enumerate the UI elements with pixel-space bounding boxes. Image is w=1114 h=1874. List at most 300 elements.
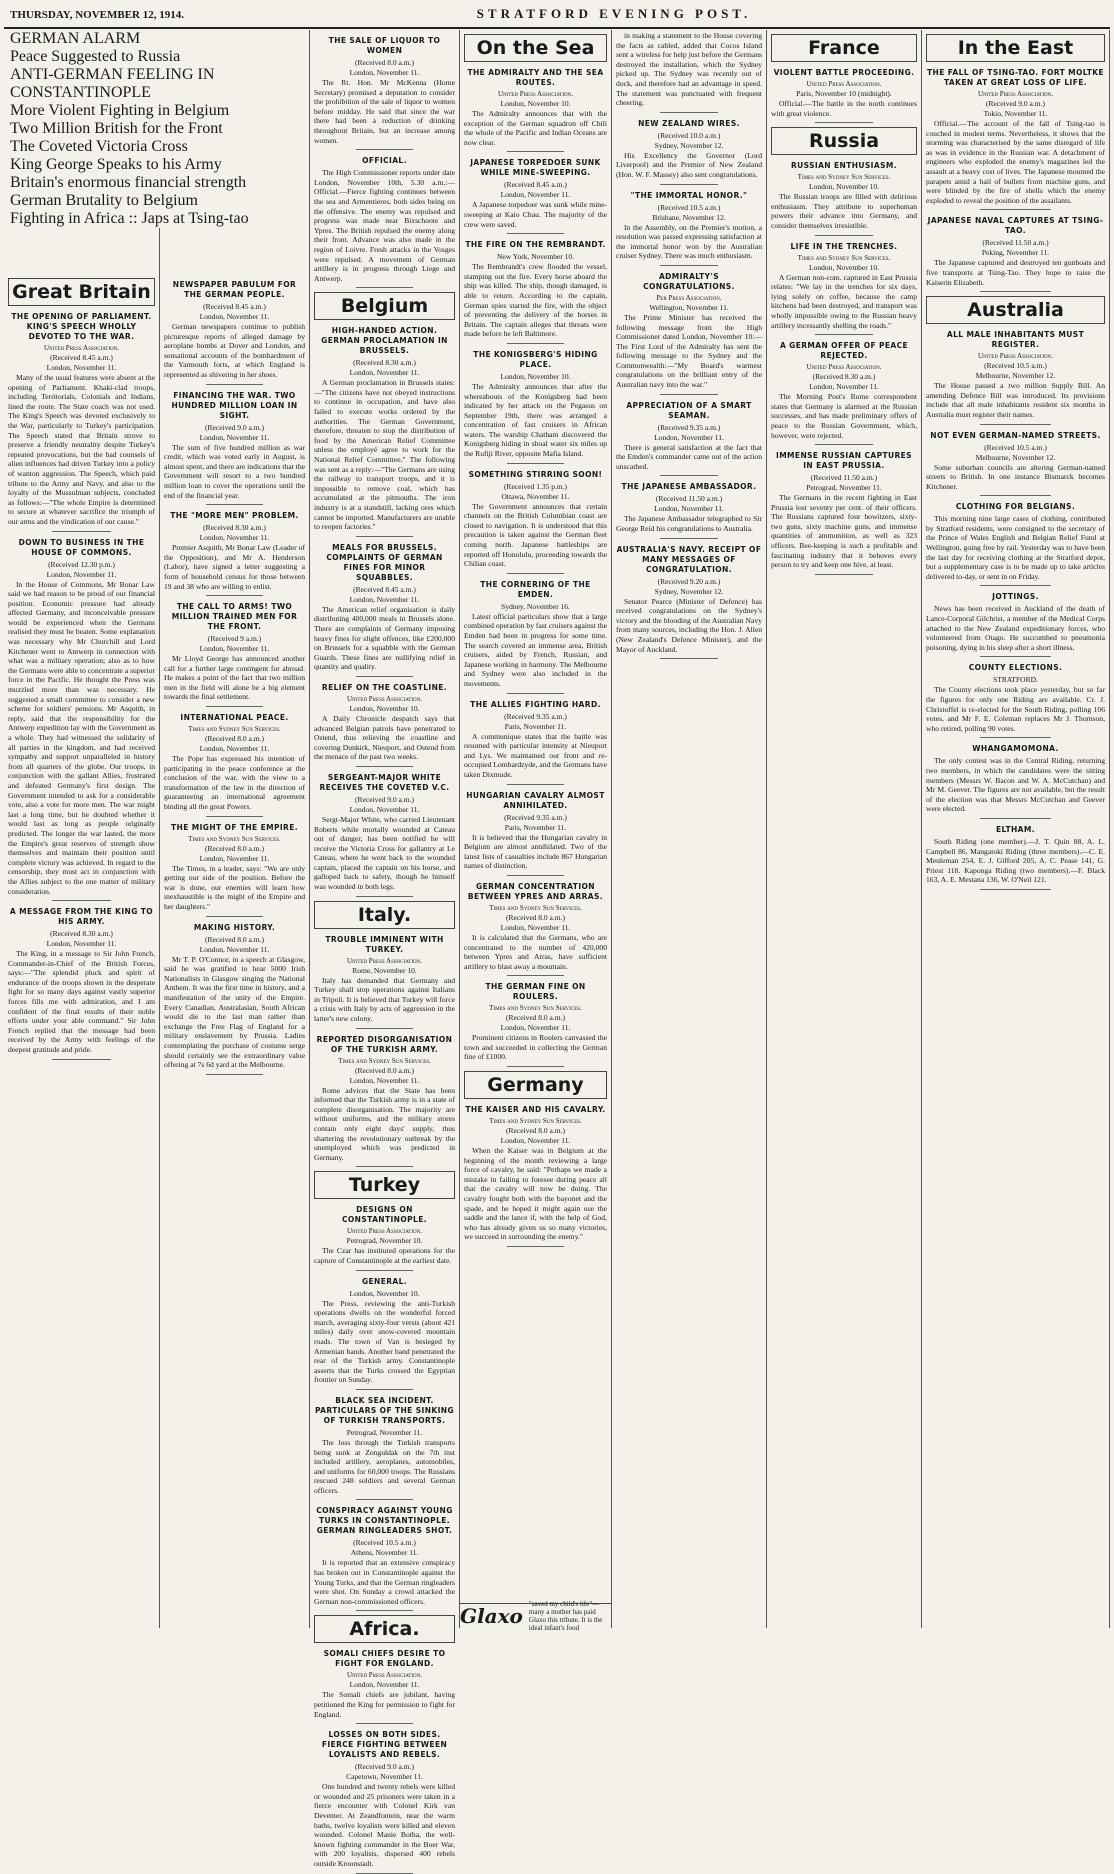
lead-headlines — [4, 30, 310, 228]
story-source: United Press Association. — [806, 80, 882, 88]
story-headline: GERMAN CONCENTRATION BETWEEN YPRES AND ARRAS. — [467, 881, 604, 901]
story-received: (Received 8.0 a.m.) — [205, 843, 264, 853]
story-text: The Germans in the recent fighting in East Prussia lost seventy per cent. of their officers. The Russians captured four howitzers, sixty-two guns, sixty machine guns, and immense quantities of ammunition, as well as 323 officers. Bee-keeping is such a profitable and fascinating industry that it behoves every person to try and keep one hive, at least. — [771, 493, 917, 570]
story-received: (Received 9.0 a.m.) — [355, 794, 414, 804]
story-received: (Received 8.30 a.m.) — [50, 929, 113, 939]
story-dateline: London, November 11. — [199, 644, 270, 654]
story-headline: FINANCING THE WAR. TWO HUNDRED MILLION LOAN IN SIGHT. — [171, 390, 298, 420]
story-text: In the House of Commons, Mr Bonar Law said we had reason to be proud of our financial position. Economic pressure had already affected Germany, and inconceivable pressure would be experienced when the Germans realised they must be beaten. Some explanation was necessary why Mr Churchill and Lord Kitchener went to Antwerp in connection with what was a military operation; also as to how the Germans were able to concentrate a superior force in the Pacific. He thought the Press was muzzled more than was necessary. He suggested a small committee to consider a new scheme for soldiers' pensions. Mr Asquith, in reply, said that the responsibility for the Antwerp expedition lay with the Government as a whole. They had witnessed the solidarity of all parties in the kingdom, and had received sympathy and support unparalleled in history from all quarters of the globe. Our troops, in conjunction with the gallant Allies, frustrated and defeated Germany's first design. The Government intended to ask for a considerable vote, also a vote for more men. The war might last a long time, but he doubted whether it would last as long as people originally predicted. The longer the war lasted, the more the Empire's great reserves of strength show themselves and maintain their position until complete victory was achieved. In regard to the censorship, they must act in conjunction with the Allies subject to the one matter of military consideration. — [8, 579, 155, 896]
story-headline: A MESSAGE FROM THE KING TO HIS ARMY. — [9, 907, 154, 927]
story-dateline: London, November 11. — [199, 312, 270, 321]
story-headline: NEWSPAPER PABULUM FOR THE GERMAN PEOPLE. — [172, 280, 297, 299]
story-headline: VIOLENT BATTLE PROCEEDING. — [773, 68, 915, 77]
story-headline: AUSTRALIA'S NAVY. RECEIPT OF MANY MESSAGES OF CONGRATULATION. — [616, 544, 762, 574]
story-source: United Press Association. — [347, 1671, 422, 1680]
story-source: Times and Sydney Sun Services. — [489, 903, 582, 912]
story-rule — [507, 233, 564, 234]
story-headline: THE KONIGSBERG'S HIDING PLACE. — [473, 349, 598, 369]
story-headline: TROUBLE IMMINENT WITH TURKEY. — [325, 934, 444, 954]
story-headline: INTERNATIONAL PEACE. — [180, 713, 289, 723]
story-text: The King, in a message to Sir John French, Commander-in-Chief of the British Forces, says:—"The splendid pluck and spirit of endurance of the troops shown in the desperate fight for so many days against vastly superior forces fills me with admiration, and I am confident of the final results of their noble efforts under your able command." Sir John French replied that the message had been received by the Army with feelings of the deepest gratitude and pride. — [8, 949, 155, 1055]
story-rule — [206, 384, 262, 385]
story-dateline: Paris, November 11. — [504, 721, 567, 731]
story-rule — [507, 1066, 564, 1067]
story-received: (Received 8.0 a.m.) — [205, 934, 264, 944]
story-headline: ELTHAM. — [996, 824, 1035, 834]
story-rule — [660, 475, 718, 476]
story-rule — [980, 291, 1052, 292]
story-dateline: London, November 11. — [349, 804, 420, 814]
story-dateline: Tokio, November 11. — [983, 109, 1048, 118]
story-dateline: Paris, November 10 (midnight). — [796, 89, 892, 98]
story-text: The High Commissioner reports under date London, November 10th, 5.30 a.m.:— Official.—Fierce fighting continues between the sea and Armentieres, both sides being on the offensive. The enemy was repulsed and progress was made near Bixschoote and Ypres. The British repulsed the enemy along their front. Advance was also made in the region of Loivre. Fresh attacks in the Vosges were repulsed. A movement of German artillery is in progress through Liege and Antwerp. — [314, 168, 455, 283]
story-dateline: London, November 11. — [199, 853, 270, 863]
story-text: It is calculated that the Germans, who are concentrated to the number of 420,000 between Ypres and Arras, have sufficient artillery to blast away a mountain. — [464, 932, 607, 971]
story-dateline: Sydney, November 12. — [654, 586, 724, 596]
story-rule — [356, 1873, 412, 1874]
story-received: (Received 8.30 a.m.) — [203, 523, 266, 533]
story-text: Mr T. P. O'Connor, in a speech at Glasgow, said he was gratified to hear 5000 Irish Nationalists in Glasgow singing the National Anthem. It was the first time in history, and a manifestation of the unity of the Empire. Every Canadian, Australasian, South African would die to the last man rather than exchange the Free Flag of England for a military enslavement by Prussia. Ladies contemplating the purchase of costume serge should certainly see the extraordinary value offering at 7s 6d yard at the Melbourne. — [164, 954, 305, 1070]
story-rule — [356, 1499, 412, 1500]
story-rule — [980, 495, 1052, 496]
story-headline: RUSSIAN ENTHUSIASM. — [790, 161, 897, 171]
story-dateline: London, November 10. — [809, 182, 879, 192]
story-headline: WHANGAMOMONA. — [972, 744, 1059, 754]
story-text: In the Assembly, on the Premier's motion, a resolution was passed expressing satisfaction at the immortal honor won by the Australian cruiser Sydney. There was much enthusiasm. — [616, 222, 762, 261]
story-source: United Press Association. — [347, 694, 422, 703]
story-text: The only contest was in the Central Riding, returning two members, in which the candidates were the sitting members (Messrs W. Bacon and W. A. McCutchan) and Mr M. Geever. The figures are not available, but the result of the election was that Messrs McCutchan and Geever were elected. — [926, 756, 1105, 814]
story-headline: HUNGARIAN CAVALRY ALMOST ANNIHILATED. — [466, 790, 605, 810]
story-rule — [980, 818, 1052, 819]
story-text: Latest official particulars show that a large combined operation by fast cruisers against the Emden had been in progress for some time. The search covered an immense area, British cruisers, aided by French, Russian, and Japanese working in harmony. The Melbourne and Sydney were also included in the movements. — [464, 611, 607, 688]
story-text: Official.—The account of the fall of Tsing-tao is couched in modest terms. Nevertheless, it shows that the storming was characterised by the same disregard of life as was in evidence in the Russian war. A detachment of engineers who exploded the enemy's magazines led the assault at a heavy cost of lives. The Japanese mounted the parapets amid a hail of bullets from machine guns, and were blinded by the fire of shells which the enemy exploded to reveal the position of the assailants. — [926, 119, 1105, 205]
story-source: United Press Association. — [347, 956, 422, 965]
story-headline: JAPANESE TORPEDOER SUNK WHILE MINE-SWEEPING. — [470, 158, 601, 178]
story-received: (Received 9.35 a.m.) — [657, 422, 721, 432]
story-dateline: London, November 10. — [349, 703, 420, 713]
story-rule — [356, 1270, 412, 1271]
story-text: Official.—The battle in the north continues with great violence. — [771, 99, 917, 118]
story-headline: THE FIRE ON THE REMBRANDT. — [465, 240, 606, 250]
story-received: (Received 11.50 a.m.) — [982, 238, 1049, 248]
story-headline: THE ADMIRALTY AND THE SEA ROUTES. — [467, 68, 604, 87]
section-heading: Germany — [464, 1071, 607, 1099]
section-heading: Australia — [926, 296, 1105, 324]
story-received: (Received 9.0 a.m.) — [986, 99, 1045, 108]
story-dateline: London, November 10. — [809, 262, 879, 272]
story-dateline: Rome, November 10. — [352, 965, 417, 975]
story-headline: HIGH-HANDED ACTION. GERMAN PROCLAMATION IN BRUSSELS. — [321, 326, 448, 356]
story-headline: JAPANESE NAVAL CAPTURES AT TSING-TAO. — [927, 216, 1104, 236]
story-rule — [356, 1610, 412, 1611]
story-received: (Received 8.0 a.m.) — [355, 1065, 414, 1075]
story-headline: ALL MALE INHABITANTS MUST REGISTER. — [946, 330, 1085, 350]
story-headline: THE CALL TO ARMS! TWO MILLION TRAINED MEN FOR THE FRONT. — [171, 602, 298, 632]
story-text: The Somali chiefs are jubilant, having petitioned the King for permission to fight for England. — [314, 1690, 455, 1719]
story-dateline: Brisbane, November 12. — [652, 212, 726, 222]
story-rule — [980, 656, 1052, 657]
story-rule — [507, 975, 564, 976]
story-source: United Press Association. — [44, 344, 119, 352]
story-headline: MAKING HISTORY. — [193, 922, 276, 932]
story-text: The Japanese captured and destroyed ten gunboats and five transports at Tsing-Tao. They hope to raise the Kaiserin Elizabeth. — [926, 258, 1105, 287]
story-rule — [356, 536, 412, 537]
column-2 — [160, 30, 310, 1628]
story-headline: LIFE IN THE TRENCHES. — [790, 241, 898, 251]
story-text: The Japanese Ambassador telegraphed to Sir George Reid his congratulations to Australia. — [616, 514, 762, 534]
story-headline: APPRECIATION OF A SMART SEAMAN. — [626, 400, 752, 420]
story-rule — [52, 1059, 111, 1060]
story-source: Times and Sydney Sun Services. — [489, 1117, 582, 1126]
story-received: (Received 11.50 a.m.) — [655, 494, 723, 504]
story-text: The Press, reviewing the anti-Turkish operations dwells on the wonderful forced march, averaging sixty-four versts (about 421 miles) daily over snow-covered mountain roads. The town of Van is besieged by Armenian bands. Another band penetrated the rear of the Turkish army. Constantinople asserts that the Turks crossed the Egyptian frontier on Sunday. — [314, 1298, 455, 1385]
column-3 — [310, 30, 460, 1868]
story-rule — [507, 573, 564, 574]
story-rule — [660, 265, 718, 266]
story-headline: THE CORNERING OF THE EMDEN. — [480, 579, 591, 599]
story-text: The House passed a two million Supply Bill. An amending Defence Bill was introduced. Its provisions include that all male inhabitants resident six months in Australia must register their names. — [926, 381, 1105, 419]
story-headline: MEALS FOR BRUSSELS. COMPLAINTS OF GERMAN FINES FOR MINOR SQUABBLES. — [326, 542, 443, 582]
section-heading: Turkey — [314, 1171, 455, 1199]
columns — [4, 30, 1110, 1868]
story-headline: THE JAPANESE AMBASSADOR. — [621, 482, 757, 492]
story-headline: CLOTHING FOR BELGIANS. — [955, 502, 1076, 512]
story-headline: NEW ZEALAND WIRES. — [638, 118, 740, 128]
story-text: When the Kaiser was in Belgium at the beginning of the month reviewing a large force of cavalry, he said: "Perhaps we made a mistake in failing to foresee during peace all that the cavalry will now be doing. The cavalry fought both with the bayonet and the spade, and he hoped it might again use the saddle and the lance if, with the help of God, who has already given us so many victories, we succeed in surrounding the enemy." — [464, 1146, 607, 1242]
story-dateline: Petrograd, November 10. — [346, 1236, 423, 1246]
story-rule — [206, 1074, 262, 1075]
story-received: (Received 10.5 a.m.) — [657, 202, 721, 212]
story-text: Italy has demanded that Germany and Turkey shall stop operations against Italians in Tripoli. It is believed that Turkey will force a crisis with Italy by acts of aggression in the latter's new colony. — [314, 975, 455, 1024]
story-rule — [206, 706, 262, 707]
story-received: (Received 9.35 a.m.) — [504, 812, 567, 822]
story-received: (Received 8.45 a.m.) — [353, 584, 416, 594]
story-dateline: London, November 11. — [349, 1680, 420, 1690]
issue-date: THURSDAY, NOVEMBER 12, 1914. — [10, 9, 184, 21]
story-rule — [815, 444, 873, 445]
story-text: There is general satisfaction at the fact that the Emden's commander came out of the action unscathed. — [616, 442, 762, 471]
story-rule — [507, 693, 564, 694]
story-source: United Press Association. — [978, 90, 1053, 98]
story-rule — [660, 538, 718, 539]
story-headline: COUNTY ELECTIONS. — [968, 663, 1063, 673]
story-text: The American relief organisation is daily distributing 400,000 meals in Brussels alone. There are complaints of Germany imposing heavy fines for slight offences, like £200,000 on Brussels for a squabble with the German Guards. These fines are nullifying relief in quantity and quality. — [314, 604, 455, 672]
story-rule — [507, 1246, 564, 1247]
story-received: (Received 8.0 a.m.) — [506, 912, 565, 922]
story-text: Mr Lloyd George has announced another call for a further large contingent for abroad. He makes a point of the fact that two million men in the field will alone be a big element towards the final settlement. — [164, 654, 305, 702]
story-headline: THE ALLIES FIGHTING HARD. — [470, 699, 601, 709]
story-headline: JOTTINGS. — [992, 592, 1039, 602]
story-received: (Received 8.0 a.m.) — [506, 1013, 565, 1023]
story-dateline: London, November 11. — [199, 432, 270, 442]
story-received: (Received 8.45 a.m.) — [504, 180, 567, 190]
story-rule — [815, 334, 873, 335]
story-text: The Admiralty announces that with the exception of the German squadron off Chili the whole of the Pacific and Indian Oceans are now clear. — [464, 109, 607, 147]
story-headline: GENERAL. — [361, 1276, 408, 1286]
section-heading: France — [771, 34, 917, 62]
story-rule — [356, 1166, 412, 1167]
story-text: A Japanese torpedoer was sunk while mine-sweeping at Kaio Chau. The majority of the crew were saved. — [464, 200, 607, 229]
story-rule — [815, 235, 873, 236]
story-text: News has been received in Auckland of the death of Lance-Corporal Gilchrist, a member of the Medical Corps attached to the New Zealand expeditionary forces, who volunteered from Otago. He succumbed to pneumonia poisoning, dying in his sleep after a short illness. — [926, 604, 1105, 652]
headline-brutality: German Brutality to Belgium — [10, 192, 198, 209]
story-text: The Government announces that certain channels on the British Columbian coast are closed to navigation. It is understood that this precaution is taken against the German fleet coming north. Japanese battleships are reported off Honolulu, proceeding towards the Chilian coast. — [464, 501, 607, 569]
story-rule — [507, 463, 564, 464]
story-text: It is reported that an extensive conspiracy has broken out in Constantinople against the Young Turks, and that the German ringleaders were shot. On Sunday a crowd attacked the German non-commissioned officers. — [314, 1558, 455, 1606]
story-dateline: STRATFORD. — [993, 675, 1038, 685]
story-text: The Prime Minister has received the following message from the High Commissioner dated London, November 10:—The First Lord of the Admiralty has sent the following message to the Sydney and the Commonwealth:—"My Board's warmest congratulations on the brilliant entry of the Australian navy into the war." — [616, 312, 762, 390]
headline-constantinople: ANTI-GERMAN FEELING IN CONSTANTINOPLE — [10, 66, 215, 101]
story-rule — [660, 394, 718, 395]
story-rule — [356, 287, 412, 288]
story-rule — [980, 889, 1052, 890]
story-dateline: Ottawa, November 11. — [501, 491, 570, 501]
headline-belgium: More Violent Fighting in Belgium — [10, 102, 230, 119]
story-headline: NOT EVEN GERMAN-NAMED STREETS. — [930, 430, 1101, 440]
story-received: (Received 8.45 a.m.) — [203, 302, 266, 311]
story-received: (Received 9.0 a.m.) — [205, 422, 264, 432]
story-source: United Press Association. — [347, 1227, 422, 1236]
story-received: (Received 9.0 a.m.) — [355, 1762, 414, 1772]
headline-main: GERMAN ALARM — [10, 30, 141, 47]
story-rule — [980, 585, 1052, 586]
story-dateline: London, November 10. — [500, 371, 571, 381]
story-text: The Times, in a leader, says: "We are only getting our side of the position. Before the war is done, our enemies will learn how inexhaustible is the might of the Empire and her daughters." — [164, 863, 305, 911]
story-source: United Press Association. — [806, 363, 882, 372]
headline-africa: Fighting in Africa :: Japs at Tsing-tao — [10, 210, 249, 227]
story-text: The County elections took place yesterday, but so far the figures for only one Riding are available. Cr. J. Christoffel is re-elected for the South Riding, polling 106 votes, and Mr F. E. Coleman replaces Mr J. Thomson, who retired, polling 90 votes. — [926, 685, 1105, 733]
story-rule — [206, 816, 262, 817]
section-heading: Italy. — [314, 901, 455, 929]
story-headline: RELIEF ON THE COASTLINE. — [321, 682, 448, 692]
story-rule — [356, 1028, 412, 1029]
story-headline: CONSPIRACY AGAINST YOUNG TURKS IN CONSTANTINOPLE. GERMAN RINGLEADERS SHOT. — [316, 1506, 453, 1536]
story-text: Some suburban councils are altering German-named streets to British. In one instance Bismarck becomes Kitchener. — [926, 462, 1105, 491]
story-headline: BLACK SEA INCIDENT. PARTICULARS OF THE SINKING OF TURKISH TRANSPORTS. — [314, 1395, 455, 1425]
story-rule — [356, 1723, 412, 1724]
story-text: The Morning Post's Rome correspondent states that Germany is alarmed at the Russian successes, and has made preliminary offers of peace to the Russian Government, which, however, were rejected. — [771, 392, 917, 440]
story-headline: "THE IMMORTAL HONOR." — [630, 190, 748, 200]
story-dateline: Paris, November 11. — [504, 822, 567, 832]
story-text: The Pope has expressed his intention of participating in the peace conference at the conclusion of the war, with the view to a transformation of the law in the direction of guaranteeing an international agreement binding all the great Powers. — [164, 754, 305, 812]
story-rule — [507, 875, 564, 876]
story-dateline: London, November 11. — [46, 569, 117, 579]
story-headline: ADMIRALTY'S CONGRATULATIONS. — [643, 271, 735, 291]
story-headline: THE OPENING OF PARLIAMENT. KING'S SPEECH WHOLLY DEVOTED TO THE WAR. — [11, 312, 152, 341]
story-text: The sum of five hundred million as war credit, which was voted early in August, is almost spent, and there are indications that the Government will resort to a two hundred million loan to cover the operations until the end of the financial year. — [164, 442, 305, 500]
glaxo-copy: "saved my child's life"— many a mother has paid Glaxo this tribute. It is the ideal infant's food — [528, 1600, 603, 1632]
story-text: South Riding (one member).—J. T. Quin 88, A. L. Campbell 86, Mangatoki Riding (three members).—C. E. Meuleman 254, E. J. Gifford 205, A. C. Pease 141, G. Priest 118. Kaponga Riding (two members).—F. Black 163, A. E. Mestana 136, W. O'Neil 121. — [926, 836, 1105, 885]
story-text: A communique states that the battle was resumed with particular intensity at Nieuport and Lys. We maintained our front and re-occupied Lombardzyde, and the Germans have taken Dixmude. — [464, 731, 607, 779]
story-dateline: London, November 11. — [654, 504, 724, 514]
story-rule — [356, 676, 412, 677]
story-text: The loss through the Turkish transports being sunk at Zonguldak on the 7th inst included artillery, aeroplanes, automobiles, and uniforms for 60,000 troops. The Russians rescued 248 soldiers and several German officers. — [314, 1437, 455, 1495]
story-headline: SOMALI CHIEFS DESIRE TO FIGHT FOR ENGLAND. — [323, 1649, 446, 1669]
story-source: United Press Association. — [978, 352, 1053, 361]
story-text: Premier Asquith, Mr Bonar Law (Leader of the Opposition), and Mr A. Henderson (Labor), have signed a letter suggesting a form of household census for those between 19 and 38 who are willing to enlist. — [164, 543, 305, 591]
story-rule — [356, 896, 412, 897]
story-received: (Received 10.5 a.m.) — [984, 361, 1047, 371]
story-dateline: New York, November 10. — [496, 252, 575, 262]
story-received: (Received 9 a.m.) — [207, 634, 262, 644]
story-text: Many of the usual features were absent at the opening of Parliament. Khaki-clad troops, including Territorials, Colonials and Indians, lined the route. The State coach was not used. The King's Speech was devoted exclusively to the War, particularly to Turkey's participation. The Speech stated that Britain strove to preserve a friendly neutrality despite Turkey's repeated provocations, but the bad counsels of alien influences had driven Turkey into a policy of wanton aggression. The Speech, which paid tribute to the Army and Navy, and also to the loyalty of the Mussulman subjects, concluded as follows:—"The whole Empire is determined to secure at whatever sacrifice the triumph of our arms and the vindication of our cause." — [8, 373, 155, 526]
story-source: United Press Association. — [498, 90, 573, 98]
headline-peace: Peace Suggested to Russia — [10, 48, 181, 65]
section-heading: On the Sea — [464, 34, 607, 62]
story-source: Times and Sydney Sun Services. — [797, 253, 891, 262]
story-dateline: London, November 11. — [349, 68, 420, 77]
story-dateline: London, November 11. — [199, 533, 270, 543]
story-rule — [980, 209, 1052, 210]
section-heading: Russia — [771, 127, 917, 155]
section-heading: Belgium — [314, 292, 455, 320]
story-rule — [356, 149, 412, 150]
story-headline: THE FALL OF TSING-TAO. FORT MOLTKE TAKEN AT GREAT LOSS OF LIFE. — [927, 68, 1104, 87]
story-dateline: London, November 11. — [199, 944, 270, 954]
story-received: (Received 8.0 a.m.) — [205, 734, 264, 744]
story-rule — [660, 658, 718, 659]
story-received: (Received 9.35 a.m.) — [504, 711, 567, 721]
story-dateline: Sydney, November 12. — [654, 140, 724, 150]
story-received: (Received 8.0 a.m.) — [355, 58, 414, 67]
story-received: (Received 8.0 a.m.) — [506, 1126, 565, 1136]
story-rule — [52, 531, 111, 532]
story-received: (Received 11.50 a.m.) — [810, 473, 878, 483]
story-source: Times and Sydney Sun Services. — [489, 1004, 582, 1013]
story-text: Prominent citizens in Roulers canvassed the town and succeeded in collecting the German fine of £1000. — [464, 1033, 607, 1062]
story-dateline: London, November 11. — [349, 368, 420, 378]
story-text: The Rembrandt's crew flooded the vessel, stamping out the fire. Every horse aboard the ship was killed. The ship, though damaged, is able to return. According to the captain, German spies started the fire, with the object of preventing the delivery of the horses in Britain. The captain alleges that threats were made before he left Baltimore. — [464, 262, 607, 339]
story-dateline: London, November 10. — [500, 99, 571, 108]
story-received: (Received 10.0 a.m.) — [657, 130, 721, 140]
story-received: (Received 8.45 a.m.) — [50, 353, 113, 362]
story-headline: THE GERMAN FINE ON ROULERS. — [485, 982, 586, 1002]
masthead — [4, 4, 1110, 29]
story-text: The Rt. Hon. Mr McKenna (Home Secretary) promised a deputation to consider the prohibition of the sale of liquor to women before midday. He said that since the war there had been a reduction of drinking throughout Britain, but an increase among women. — [314, 78, 455, 145]
story-dateline: Melbourne, November 12. — [975, 452, 1056, 462]
story-headline: LOSSES ON BOTH SIDES. FIERCE FIGHTING BETWEEN LOYALISTS AND REBELS. — [321, 1730, 448, 1760]
story-dateline: Capetown, November 11. — [346, 1772, 423, 1782]
story-dateline: Sydney, November 16. — [501, 601, 570, 611]
column-6 — [767, 30, 922, 1628]
story-dateline: London, November 11. — [500, 1023, 571, 1033]
story-headline: REPORTED DISORGANISATION OF THE TURKISH ARMY. — [316, 1034, 453, 1054]
story-rule — [356, 766, 412, 767]
story-source: Times and Sydney Sun Services. — [188, 834, 281, 843]
story-dateline: London, November 11. — [349, 594, 420, 604]
story-text: in making a statement to the House covering the facts as cabled, added that Cocos Island sent a wireless for help just before the Germans destroyed the installation, which the Sydney picked up. The Sydney was recently out of dock, and therefore had an advantage in speed. The statement was punctuated with frequent cheering. — [616, 31, 762, 108]
section-heading: Great Britain — [8, 278, 155, 306]
story-text: It is believed that the Hungarian cavalry in Belgium are almost annihilated. Two of the latest lists of casualties include 867 Hungarian names of distinction. — [464, 832, 607, 871]
story-received: (Received 1.35 p.m.) — [503, 481, 568, 491]
story-text: His Excellency the Governor (Lord Liverpool) and the Premier of New Zealand (Hon. W. F. Massey) also sent congratulations. — [616, 150, 762, 179]
story-headline: THE "MORE MEN" PROBLEM. — [170, 511, 299, 521]
story-headline: SERGEANT-MAJOR WHITE RECEIVES THE COVETED V.C. — [319, 772, 450, 792]
paper-title: STRATFORD EVENING POST. — [476, 6, 752, 21]
story-dateline: Peking, November 11. — [981, 248, 1050, 258]
story-rule — [507, 784, 564, 785]
story-dateline: London, November 10. — [349, 1288, 420, 1298]
story-headline: THE KAISER AND HIS CAVALRY. — [465, 1105, 606, 1115]
story-headline: THE MIGHT OF THE EMPIRE. — [171, 822, 298, 832]
story-headline: THE SALE OF LIQUOR TO WOMEN — [328, 36, 441, 55]
story-rule — [980, 737, 1052, 738]
story-source: Times and Sydney Sun Services. — [338, 1056, 431, 1065]
story-received: (Received 10.5 a.m.) — [353, 1538, 416, 1548]
story-dateline: London, November 11. — [349, 1075, 420, 1085]
newspaper-page — [4, 4, 1110, 1868]
story-received: (Received 9.20 a.m.) — [657, 576, 721, 586]
story-rule — [206, 504, 262, 505]
story-headline: A GERMAN OFFER OF PEACE REJECTED. — [779, 341, 909, 361]
story-text: The Russian troops are filled with delirious enthusiasm. They attribute to superhuman powers their advance into Germany, and consider themselves irresistible. — [771, 192, 917, 230]
story-rule — [660, 184, 718, 185]
story-text: A Daily Chronicle despatch says that advanced Belgian patrols have penetrated to Ostend, thus relieving the coastline and covering Dunkirk, Nieuport, and Ostend from the menace of the past two weeks. — [314, 713, 455, 762]
story-dateline: London, November 11. — [46, 939, 117, 949]
story-rule — [356, 1389, 412, 1390]
story-source: Per Press Association. — [656, 293, 722, 302]
story-text: One hundred and twenty rebels were killed or wounded and 25 prisoners were taken in a fierce encounter with Colonel Kirk van Deventer. At Zeandfontein, near the warm baths, twelve loyalists were killed and eleven wounded. Colonel Manie Botha, the well-known fighting commander in the Boer War, with 200 loyalists, dispersed 400 rebels outside Kroonstadt. — [314, 1782, 455, 1868]
column-4 — [460, 30, 612, 1632]
column-1 — [4, 30, 160, 1628]
story-rule — [815, 574, 873, 575]
story-received: (Received 10.5 a.m.) — [984, 442, 1047, 452]
story-headline: OFFICIAL. — [362, 156, 407, 166]
story-text: A German proclamation in Brussels states:—"The citizens have not obeyed instructions to continue in occupation, and have also failed to execute works ordered by the authorities. The German Government, therefore, threaten to stop the distribution of food by the American Relief Committee unless the employé agree to work for the National Relief Committee." The following was sent as a reply:—"The Germans are using the railway to transport troops, and it is impossible to remove coal, which has accumulated at the pitmouths. The iron industry is at a standstill, lacking ores which cannot be imported. Manufacturers are unable to reopen factories." — [314, 378, 455, 532]
story-dateline: London, November 11. — [654, 432, 724, 442]
headline-finance: Britain's enormous financial strength — [10, 174, 247, 191]
story-rule — [507, 151, 564, 152]
story-dateline: London, November 11. — [46, 363, 117, 372]
story-source: Times and Sydney Sun Services. — [797, 173, 891, 182]
story-dateline: London, November 11. — [500, 1136, 571, 1146]
story-text: Senator Pearce (Minister of Defence) has received congratulations on the Sydney's victory and the blooding of the Australian Navy from many sources, including the Hon. J. Allen (New Zealand's Defence Minister), and the Mayor of Auckland. — [616, 596, 762, 654]
story-rule — [206, 595, 262, 596]
story-headline: SOMETHING STIRRING SOON! — [468, 469, 603, 479]
headline-king-george: King George Speaks to his Army — [10, 156, 222, 173]
story-received: (Received 8.30 a.m.) — [353, 358, 416, 368]
story-headline: DESIGNS ON CONSTANTINOPLE. — [342, 1205, 427, 1225]
story-dateline: London, November 11. — [500, 190, 571, 200]
story-rule — [206, 916, 262, 917]
column-5 — [612, 30, 767, 1628]
story-text: A German non-com. captured in East Prussia relates: "We lay in the trenches for six days, lying solely on coffee, because the camp kitchens had been destroyed, and transport was wholly impossible owing to the Russian heavy artillery incessantly shelling the roads." — [771, 272, 917, 330]
story-headline: IMMENSE RUSSIAN CAPTURES IN EAST PRUSSIA. — [776, 451, 912, 471]
story-received: (Received 12.30 p.m.) — [48, 559, 115, 569]
story-source: Times and Sydney Sun Services. — [188, 725, 281, 734]
story-rule — [507, 343, 564, 344]
story-dateline: London, November 11. — [199, 744, 270, 754]
story-dateline: London, November 11. — [500, 922, 571, 932]
glaxo-advert — [460, 1600, 611, 1632]
section-heading: In the East — [926, 34, 1105, 62]
story-dateline: Melbourne, November 12. — [975, 371, 1056, 381]
story-text: Sergt-Major White, who carried Lieutenant Roberts while mortally wounded at Cateau out of danger, has been notified he will receive the Victoria Cross for gallantry at Le Cateau, where he went back to the wounded captain, placed the captain on his horse, and galloped back to safety, though he himself was wounded in both legs. — [314, 814, 455, 892]
column-7 — [922, 30, 1110, 1628]
story-text: The Admiralty announces that after the whereabouts of the Konigsberg had been indicated by her attack on the Pegasus on September 19th, there was arranged a concentration of fast cruisers in African waters. The warship Chatham discovered the Konigsberg hiding in shoal water six miles up the Rufiji River, opposite Mafia Island. — [464, 381, 607, 459]
story-rule — [815, 122, 873, 123]
story-rule — [660, 112, 718, 113]
story-rule — [52, 900, 111, 901]
section-heading: Africa. — [314, 1615, 455, 1643]
story-rule — [980, 424, 1052, 425]
story-text: Rome advices that the State has been informed that the Turkish army is in a state of complete disorganisation. The majority are without uniforms, and the military stores contain only eight days' supply, thus shattering the revolutionary outbreak by the unemployed which was predicted in Germany. — [314, 1085, 455, 1162]
story-text: German newspapers continue to publish picturesque reports of alleged damage by aeroplane bombs at Dover and London, and sensational accounts of the bombardment of the Yarmouth forts, at which England is represented as shivering in her shoes. — [164, 322, 305, 379]
headline-two-million: Two Million British for the Front — [10, 120, 223, 137]
story-dateline: London, November 11. — [809, 382, 879, 392]
glaxo-logo: Glaxo — [460, 1604, 523, 1628]
story-dateline: Wellington, November 11. — [649, 302, 729, 312]
